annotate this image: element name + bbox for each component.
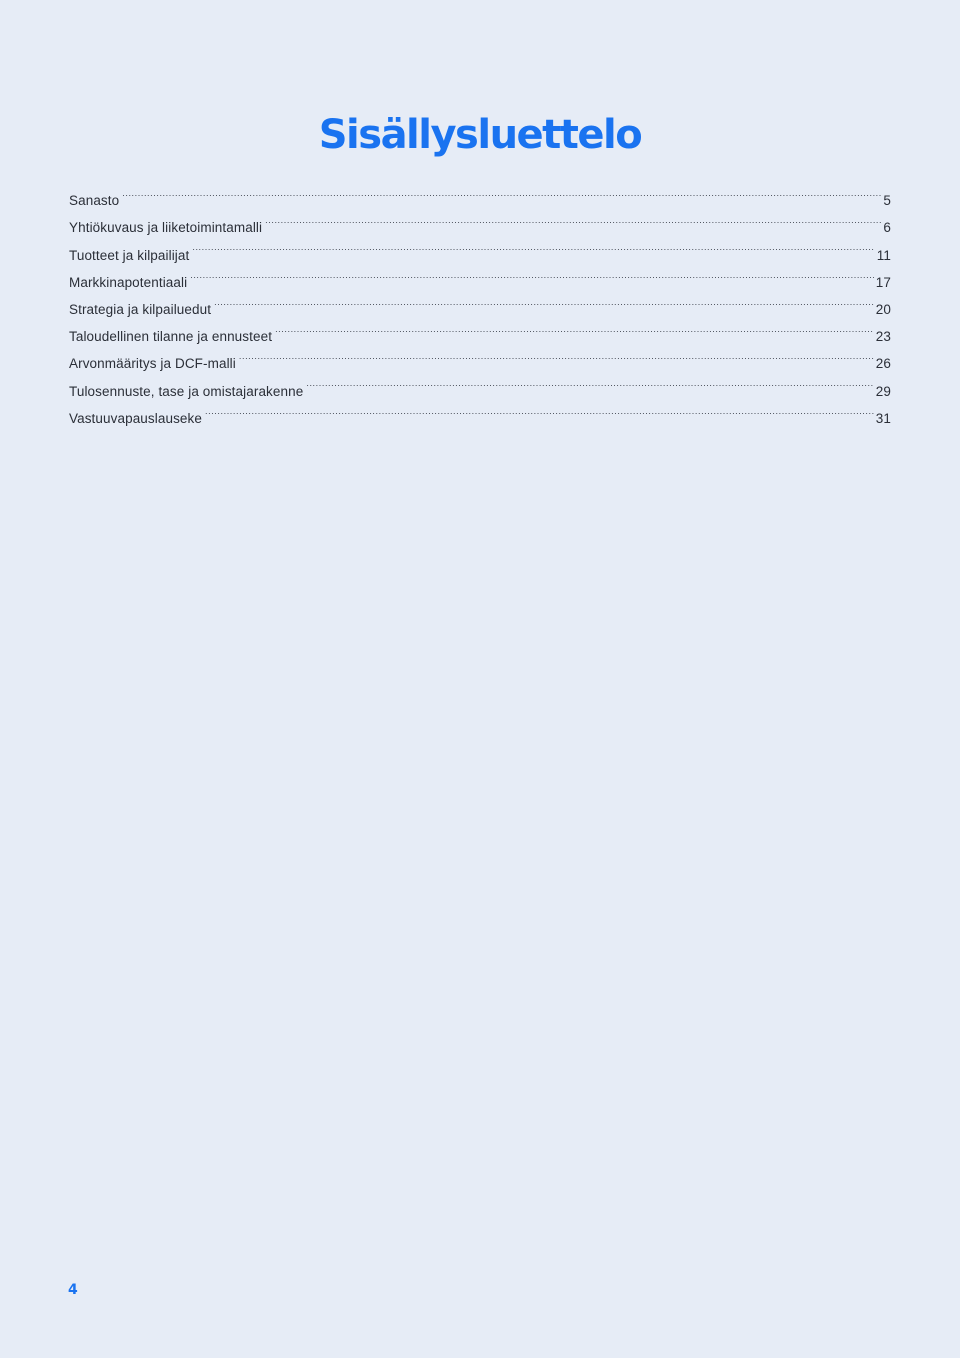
toc-entry-page: 29 xyxy=(875,383,891,399)
toc-dot-leader xyxy=(122,178,881,205)
toc-entry-label: Sanasto xyxy=(69,193,120,209)
page-number: 4 xyxy=(68,1282,78,1298)
toc-entry-label: Vastuuvapauslauseke xyxy=(69,410,202,426)
toc-entry-page: 5 xyxy=(883,193,891,209)
toc-entry-page: 17 xyxy=(875,274,891,290)
toc-dot-leader xyxy=(214,287,874,314)
toc-entry[interactable] xyxy=(69,178,891,209)
toc-entry-page: 23 xyxy=(875,329,891,345)
toc-entry[interactable] xyxy=(69,260,891,290)
toc-entry-page: 6 xyxy=(883,220,891,236)
toc-dot-leader xyxy=(306,368,873,395)
toc-entry-label: Markkinapotentiaali xyxy=(69,274,188,290)
toc-entry-page: 26 xyxy=(875,356,891,372)
toc-entry[interactable] xyxy=(69,205,891,236)
toc-entry-label: Arvonmääritys ja DCF-malli xyxy=(69,356,236,372)
toc-entry-label: Taloudellinen tilanne ja ennusteet xyxy=(69,329,273,345)
toc-entry[interactable] xyxy=(69,232,891,263)
toc-entry-label: Yhtiökuvaus ja liiketoimintamalli xyxy=(69,220,263,236)
toc-entry-label: Strategia ja kilpailuedut xyxy=(69,301,212,317)
toc-dot-leader xyxy=(275,314,874,341)
toc-entry-label: Tulosennuste, tase ja omistajarakenne xyxy=(69,383,304,399)
toc-dot-leader xyxy=(192,232,874,259)
toc-dot-leader xyxy=(265,205,881,232)
toc-dot-leader xyxy=(239,341,874,368)
toc-dot-leader xyxy=(190,260,874,287)
toc-dot-leader xyxy=(205,396,874,423)
toc-entry-label: Tuotteet ja kilpailijat xyxy=(69,247,190,263)
toc-entry-page: 20 xyxy=(875,301,891,317)
table-of-contents xyxy=(69,178,891,426)
page-title: Sisällysluettelo xyxy=(318,112,642,158)
toc-entry-page: 11 xyxy=(876,247,891,263)
toc-entry-page: 31 xyxy=(875,410,891,426)
toc-entry[interactable] xyxy=(69,287,891,317)
